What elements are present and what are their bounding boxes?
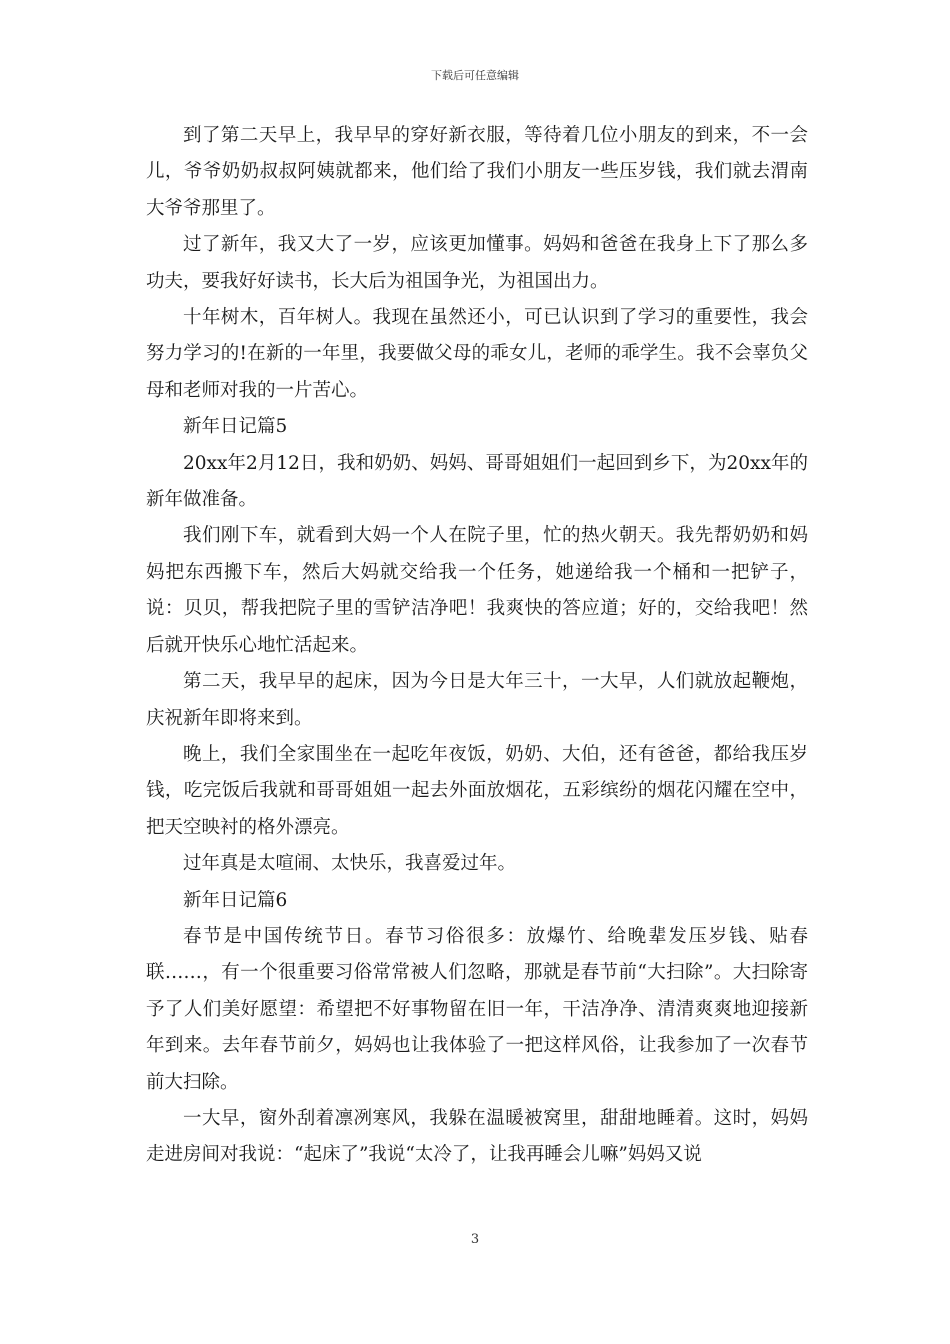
paragraph: 春节是中国传统节日。春节习俗很多：放爆竹、给晚辈发压岁钱、贴春联……，有一个很重要习俗常常被人们忽略，那就是春节前“大扫除”。大扫除寄予了人们美好愿望：希望把不好事物留在旧一年，干洁净净、清清爽爽地迎接新年到来。去年春节前夕，妈妈也让我体验了一把这样风俗，让我参加了一次春节前大扫除。 xyxy=(146,925,808,1093)
page-number: 3 xyxy=(470,1232,480,1247)
paragraph: 十年树木，百年树人。我现在虽然还小，可已认识到了学习的重要性，我会努力学习的!在新的一年里，我要做父母的乖女儿，老师的乖学生。我不会辜负父母和老师对我的一片苦心。 xyxy=(146,307,808,401)
paragraph: 晚上，我们全家围坐在一起吃年夜饭，奶奶、大伯，还有爸爸，都给我压岁钱，吃完饭后我就和哥哥姐姐一起去外面放烟花，五彩缤纷的烟花闪耀在空中，把天空映衬的格外漂亮。 xyxy=(146,743,808,838)
paragraph: 过年真是太喧闹、太快乐，我喜爱过年。 xyxy=(183,853,517,875)
section-heading: 新年日记篇5 xyxy=(183,416,288,438)
document-body xyxy=(146,118,808,1174)
paragraph: 我们刚下车，就看到大妈一个人在院子里，忙的热火朝天。我先帮奶奶和妈妈把东西搬下车，然后大妈就交给我一个任务，她递给我一个桶和一把铲子，说：贝贝，帮我把院子里的雪铲洁净吧！我爽快的答应道；好的，交给我吧！然后就开快乐心地忙活起来。 xyxy=(146,525,808,656)
paragraph: 一大早，窗外刮着凛冽寒风，我躲在温暖被窝里，甜甜地睡着。这时，妈妈走进房间对我说：“起床了”我说“太冷了，让我再睡会儿嘛”妈妈又说 xyxy=(146,1107,808,1166)
paragraph: 到了第二天早上，我早早的穿好新衣服，等待着几位小朋友的到来，不一会儿，爷爷奶奶叔叔阿姨就都来，他们给了我们小朋友一些压岁钱，我们就去渭南大爷爷那里了。 xyxy=(146,125,808,219)
paragraph: 第二天，我早早的起床，因为今日是大年三十，一大早，人们就放起鞭炮，庆祝新年即将来到。 xyxy=(146,671,808,729)
page-header: 下载后可任意编辑 xyxy=(431,69,519,82)
paragraph: 过了新年，我又大了一岁，应该更加懂事。妈妈和爸爸在我身上下了那么多功夫，要我好好读书，长大后为祖国争光，为祖国出力。 xyxy=(146,234,808,292)
paragraph: 20xx年2月12日，我和奶奶、妈妈、哥哥姐姐们一起回到乡下，为20xx年的新年做准备。 xyxy=(146,452,808,511)
section-heading: 新年日记篇6 xyxy=(183,889,288,911)
